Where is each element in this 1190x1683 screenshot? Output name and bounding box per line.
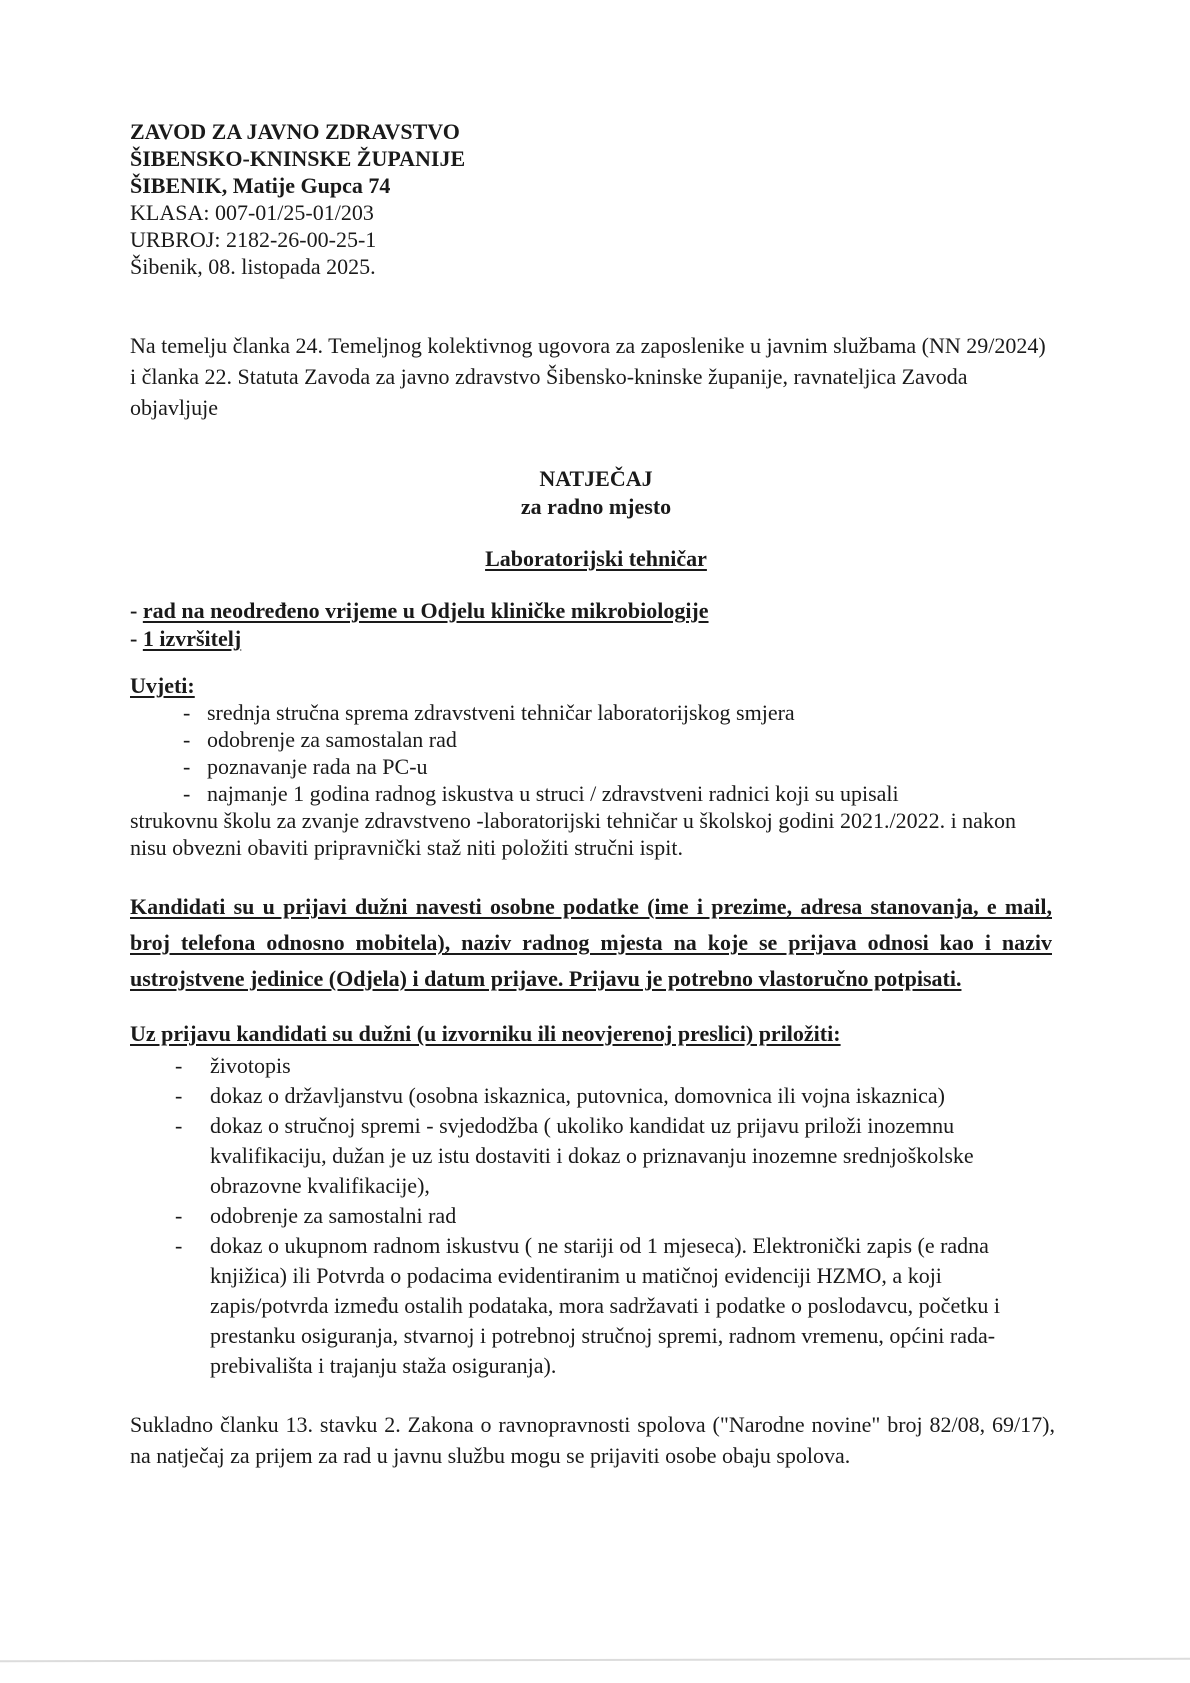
dash-mark: - (183, 700, 191, 725)
dash-mark: - (183, 727, 191, 752)
intro-paragraph: Na temelju članka 24. Temeljnog kolektivnog ugovora za zaposlenike u javnim službama (NN 29/2024) i članka 22. Statuta Zavoda za javno zdravstvo Šibensko-kninske županije, ravnateljica Zavoda objavljuje (130, 333, 1046, 420)
position-details (130, 597, 1062, 653)
application-notice: Kandidati su u prijavi dužni navesti osobne podatke (ime i prezime, adresa stanovanja, e mail, broj telefona odnosno mobitela), naziv radnog mjesta na koje se prijava odnosi kao i naziv ustrojstvene jedinice (Odjela) i datum prijave. Prijavu je potrebno vlastoručno potpisati. (130, 894, 1052, 991)
attachment-item: - odobrenje za samostalni rad (130, 1201, 1062, 1231)
dash-mark: - (175, 1203, 183, 1228)
org-name-line1: ZAVOD ZA JAVNO ZDRAVSTVO (130, 119, 460, 144)
dash-mark: - (175, 1233, 183, 1258)
org-address: ŠIBENIK, Matije Gupca 74 (130, 173, 391, 198)
position-detail-line: - 1 izvršitelj (130, 626, 242, 651)
attachment-item: - dokaz o državljanstvu (osobna iskaznica, putovnica, domovnica ili vojna iskaznica) (130, 1081, 1062, 1111)
condition-item: - poznavanje rada na PC-u (183, 754, 428, 779)
letterhead (130, 118, 1062, 280)
position-detail-line: - rad na neodređeno vrijeme u Odjelu kliničke mikrobiologije (130, 598, 709, 623)
condition-item: - odobrenje za samostalan rad (183, 727, 457, 752)
title-block (130, 465, 1062, 521)
document-title: NATJEČAJ (539, 466, 653, 491)
equality-clause-paragraph: Sukladno članku 13. stavku 2. Zakona o ravnopravnosti spolova ("Narodne novine" broj 82/08, 69/17), na natječaj za prijem za rad u javnu službu mogu se prijaviti osobe obaju spolova. (130, 1412, 1055, 1468)
attachment-item: - životopis (130, 1051, 1062, 1081)
dash-mark: - (130, 598, 138, 623)
scan-artifact-line (0, 1658, 1190, 1662)
attachments-list (130, 1051, 1062, 1381)
urbroj-number: URBROJ: 2182-26-00-25-1 (130, 227, 377, 252)
dash-mark: - (130, 626, 138, 651)
condition-item-continuation: strukovnu školu za zvanje zdravstveno -laboratorijski tehničar u školskoj godini 2021./2022. i nakon nisu obvezni obaviti pripravnički staž niti položiti stručni ispit. (130, 808, 1016, 860)
place-and-date: Šibenik, 08. listopada 2025. (130, 254, 376, 279)
conditions-heading: Uvjeti: (130, 673, 195, 698)
position-title (130, 546, 1062, 572)
dash-mark: - (175, 1083, 183, 1108)
dash-mark: - (175, 1113, 183, 1138)
conditions-list (130, 699, 1062, 861)
klasa-number: KLASA: 007-01/25-01/203 (130, 200, 374, 225)
attachment-item: - dokaz o ukupnom radnom iskustvu ( ne stariji od 1 mjeseca). Elektronički zapis (e radna knjižica) ili Potvrda o podacima evidentiranim u matičnoj evidenciji HZMO, a koji zapis/potvrda između ostalih podataka, mora sadržavati i podatke o poslodavcu, početku i prestanku osiguranja, stvarnoj i potrebnoj stručnoj spremi, radnom vremenu, općini rada-prebivališta i trajanju staža osiguranja). (130, 1231, 1062, 1381)
position-title-text: Laboratorijski tehničar (485, 546, 707, 571)
dash-mark: - (183, 754, 191, 779)
dash-mark: - (175, 1053, 183, 1078)
dash-mark: - (183, 781, 191, 806)
condition-item: - najmanje 1 godina radnog iskustva u struci / zdravstveni radnici koji su upisali (183, 781, 899, 806)
org-name-line2: ŠIBENSKO-KNINSKE ŽUPANIJE (130, 146, 466, 171)
document-subtitle: za radno mjesto (520, 494, 672, 519)
condition-item: - srednja stručna sprema zdravstveni tehničar laboratorijskog smjera (183, 700, 795, 725)
attachment-item: - dokaz o stručnoj spremi - svjedodžba ( ukoliko kandidat uz prijavu priloži inozemnu kvalifikaciju, dužan je uz istu dostaviti i dokaz o priznavanju inozemne srednjoškolske obrazovne kvalifikacije), (130, 1111, 1062, 1201)
attachments-heading: Uz prijavu kandidati su dužni (u izvorniku ili neovjerenoj preslici) priložiti: (130, 1021, 841, 1046)
